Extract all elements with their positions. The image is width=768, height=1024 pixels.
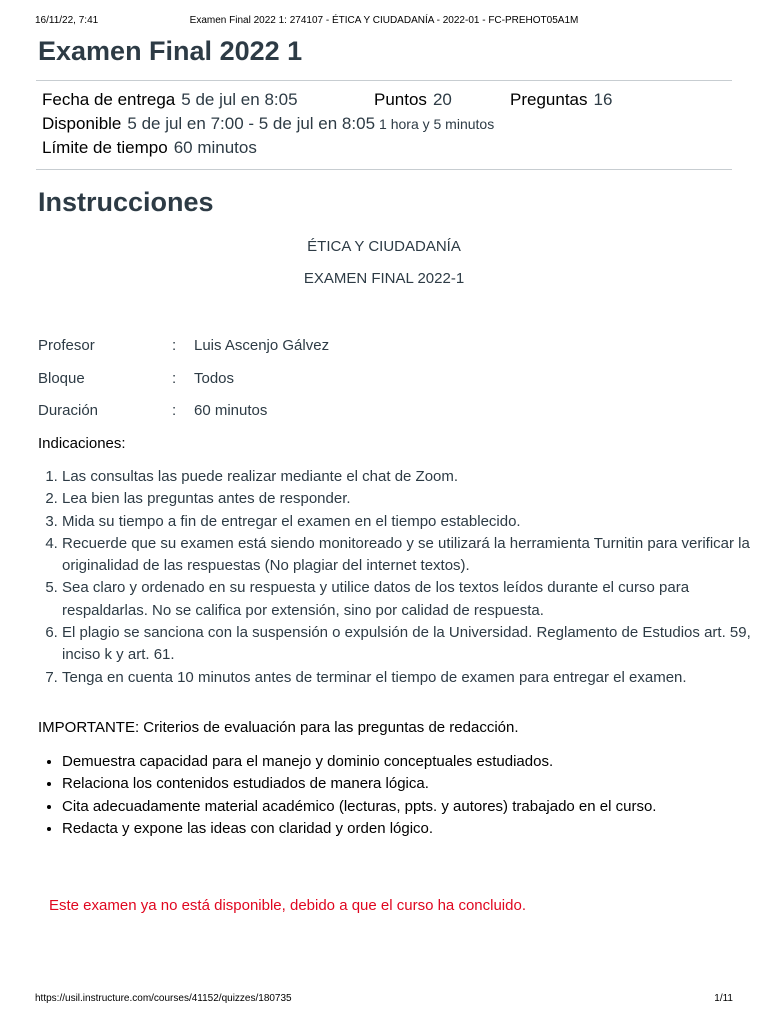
info-separator: : bbox=[172, 370, 177, 387]
course-name: ÉTICA Y CIUDADANÍA bbox=[307, 238, 461, 255]
available-field bbox=[42, 114, 494, 134]
info-key: Profesor bbox=[38, 337, 95, 354]
info-separator: : bbox=[172, 402, 177, 419]
list-item: 2. Lea bien las preguntas antes de responder. bbox=[62, 488, 762, 510]
indications-label: Indicaciones: bbox=[38, 435, 126, 452]
list-item: 4. Recuerde que su examen está siendo monitoreado y se utilizará la herramienta Turnitin para verificar la originalidad de las respuestas (No plagiar del internet textos). bbox=[62, 533, 762, 578]
points-label: Puntos bbox=[374, 90, 427, 109]
list-item: 7. Tenga en cuenta 10 minutos antes de terminar el tiempo de examen para entregar el examen. bbox=[62, 667, 762, 689]
time-limit-field bbox=[42, 138, 257, 158]
instructions-heading: Instrucciones bbox=[38, 187, 214, 217]
list-item: • Redacta y expone las ideas con claridad y orden lógico. bbox=[62, 818, 762, 840]
questions-value: 16 bbox=[593, 90, 613, 109]
page-number: 1/11 bbox=[714, 993, 733, 1004]
available-value: 5 de jul en 7:00 - 5 de jul en 8:05 bbox=[127, 114, 376, 133]
available-label: Disponible bbox=[42, 114, 122, 133]
questions-label: Preguntas bbox=[510, 90, 588, 109]
points-field bbox=[374, 90, 452, 110]
points-value: 20 bbox=[432, 90, 452, 109]
info-value: Todos bbox=[194, 370, 235, 387]
list-item: 5. Sea claro y ordenado en su respuesta y utilice datos de los textos leídos durante el curso para respaldarlas. No se califica por extensión, sino por calidad de respuesta. bbox=[62, 577, 762, 622]
list-item: • Demuestra capacidad para el manejo y dominio conceptuales estudiados. bbox=[62, 751, 762, 773]
divider bbox=[36, 80, 732, 81]
list-item: 3. Mida su tiempo a fin de entregar el examen en el tiempo establecido. bbox=[62, 511, 762, 533]
unavailable-notice: Este examen ya no está disponible, debido a que el curso ha concluido. bbox=[49, 897, 526, 914]
list-item: • Relaciona los contenidos estudiados de manera lógica. bbox=[62, 773, 762, 795]
info-value: Luis Ascenjo Gálvez bbox=[194, 337, 330, 354]
time-limit-value: 60 minutos bbox=[173, 138, 257, 157]
important-label: IMPORTANTE: Criterios de evaluación para las preguntas de redacción. bbox=[38, 719, 519, 736]
print-datetime: 16/11/22, 7:41 bbox=[35, 15, 99, 26]
info-value: 60 minutos bbox=[194, 402, 268, 419]
info-key: Duración bbox=[38, 402, 99, 419]
due-date-field bbox=[42, 90, 298, 110]
page-url[interactable]: https://usil.instructure.com/courses/41152/quizzes/180735 bbox=[35, 993, 292, 1004]
list-item: 1. Las consultas las puede realizar mediante el chat de Zoom. bbox=[62, 466, 762, 488]
info-separator: : bbox=[172, 337, 177, 354]
due-date-value: 5 de jul en 8:05 bbox=[181, 90, 298, 109]
list-item: 6. El plagio se sanciona con la suspensión o expulsión de la Universidad. Reglamento de Estudios art. 59, inciso k y art. 61. bbox=[62, 622, 762, 667]
print-header bbox=[35, 15, 733, 26]
page-title: Examen Final 2022 1 bbox=[38, 36, 303, 66]
indications-list bbox=[38, 466, 762, 689]
criteria-list bbox=[38, 751, 762, 840]
questions-field bbox=[510, 90, 612, 110]
print-footer bbox=[35, 993, 733, 1004]
list-item: • Cita adecuadamente material académico (lecturas, ppts. y autores) trabajado en el curso. bbox=[62, 796, 762, 818]
available-duration: 1 hora y 5 minutos bbox=[379, 116, 495, 132]
exam-name: EXAMEN FINAL 2022-1 bbox=[303, 270, 465, 287]
due-date-label: Fecha de entrega bbox=[42, 90, 176, 109]
time-limit-label: Límite de tiempo bbox=[42, 138, 168, 157]
info-key: Bloque bbox=[38, 370, 85, 387]
print-document-title: Examen Final 2022 1: 274107 - ÉTICA Y CIUDADANÍA - 2022-01 - FC-PREHOT05A1M bbox=[189, 15, 579, 26]
divider bbox=[36, 169, 732, 170]
